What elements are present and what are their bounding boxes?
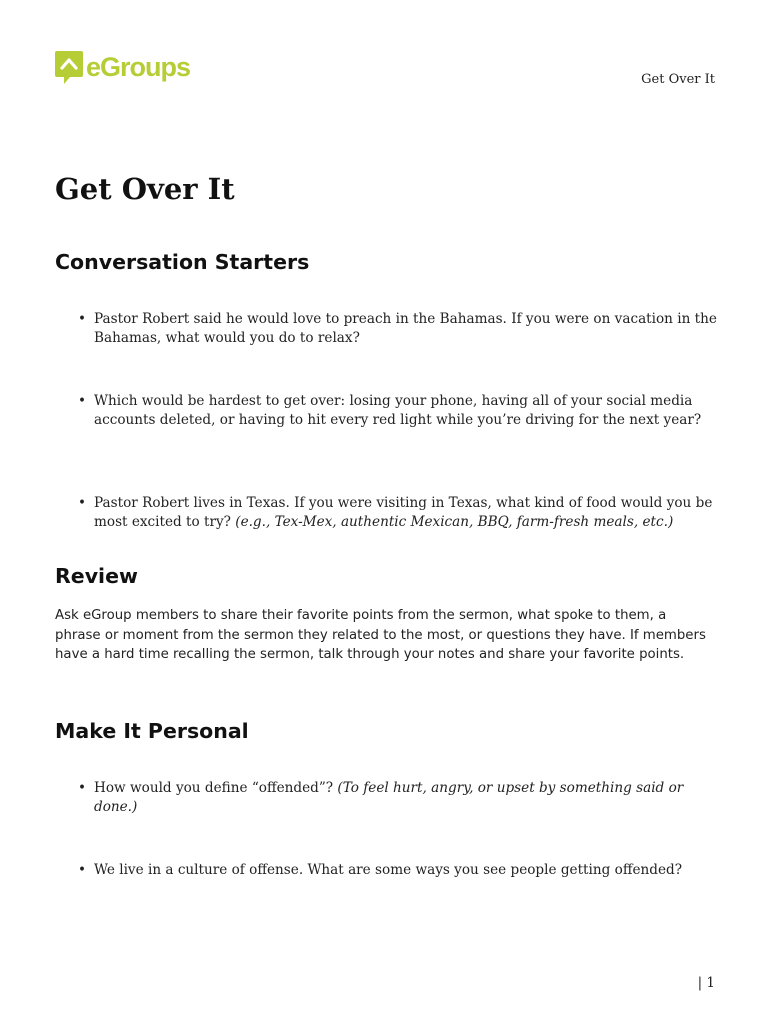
egroups-logo xyxy=(55,51,190,84)
header-doc-name: Get Over It xyxy=(641,72,715,87)
list-item: • Pastor Robert lives in Texas. If you were visiting in Texas, what kind of food would you be most excited to try? (e.g., Tex-Mex, authentic Mexican, BBQ, farm-fresh meals, etc.) xyxy=(78,495,713,531)
section-heading-make-it-personal: Make It Personal xyxy=(55,719,249,743)
list-item: • We live in a culture of offense. What are some ways you see people getting offended? xyxy=(78,861,718,880)
bullet-icon: • xyxy=(78,311,87,327)
bullet-icon: • xyxy=(78,862,87,878)
page-number: | 1 xyxy=(697,975,715,991)
list-item: • Which would be hardest to get over: losing your phone, having all of your social media accounts deleted, or having to hit every red light while you’re driving for the next year? xyxy=(78,393,702,429)
list-item: • How would you define “offended”? (To feel hurt, angry, or upset by something said or done.) xyxy=(78,780,684,816)
bullet-icon: • xyxy=(78,495,87,511)
bullet-icon: • xyxy=(78,780,87,796)
section-heading-conversation-starters: Conversation Starters xyxy=(55,250,310,274)
logo-wordmark: eGroups xyxy=(86,52,191,82)
page-title: Get Over It xyxy=(55,172,235,206)
section-heading-review: Review xyxy=(55,564,138,588)
speech-bubble-arrow-icon xyxy=(55,51,83,84)
list-item: • Pastor Robert said he would love to preach in the Bahamas. If you were on vacation in the Bahamas, what would you do to relax? xyxy=(78,311,717,347)
review-paragraph: Ask eGroup members to share their favorite points from the sermon, what spoke to them, a phrase or moment from the sermon they related to the most, or questions they have. If members have a hard time recalling the sermon, talk through your notes and share your favorite points. xyxy=(55,608,706,663)
bullet-icon: • xyxy=(78,393,87,409)
